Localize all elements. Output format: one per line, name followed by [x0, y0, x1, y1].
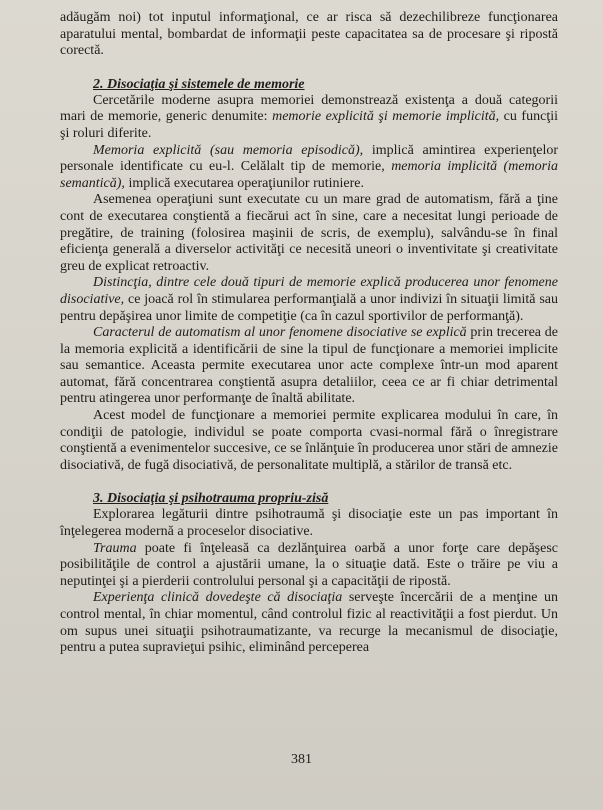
paragraph: Asemenea operaţiuni sunt executate cu un mare grad de automatism, fără a ţine cont de executarea conştientă a fiecărui act în sine, care a necesitat lungi perioade de pregătire, de training (folosirea maşinii de scris, de exemplu), salvându-se în final eficienţa generală a diverselor activităţi ce necesită uneori o inventivitate şi creativitate greu de explicat retroactiv.: [60, 192, 558, 274]
text-run: implică executarea operaţiunilor rutiniere.: [124, 175, 364, 191]
italic-run: Trauma: [93, 540, 137, 556]
page-number: 381: [291, 752, 312, 767]
italic-run: memorie explicită şi memorie implicită,: [272, 109, 500, 125]
text-run: cu funcţii şi roluri diferite.: [60, 109, 558, 141]
paragraph: adăugăm noi) tot inputul informaţional, ce ar risca să dezechilibreze funcţionarea aparatului mental, bombardat de informaţii peste capacitatea sa de procesare şi ripostă corectă.: [60, 10, 558, 59]
page-body: [60, 10, 558, 657]
italic-run: Distincţia, dintre cele două tipuri de memorie explică producerea unor fenomene disociative,: [60, 275, 558, 307]
paragraph: Explorarea legăturii dintre psihotraumă şi disociaţie este un pas important în înţelegerea modernă a proceselor disociative.: [60, 507, 558, 540]
text-run: ce joacă rol în stimularea performanţială a unor indivizi în situaţii limită sau pentru depăşirea unor limite de competiţie (ca în cazul sportivilor de performanţă).: [60, 291, 558, 324]
section-gap: [60, 60, 558, 76]
text-run: serveşte încercării de a menţine un control mental, în chiar momentul, când controlul fizic al reactivităţii a fost pierdut. Un om supus unei situaţii psihotraumatizante, va recurge la mecanismul de disociaţie, pentru a putea supravieţui psihic, eliminând perceperea: [60, 590, 558, 656]
text-run: Cercetările moderne asupra memoriei demonstrează existenţa a două categorii mari de memorie, generic denumite:: [60, 92, 558, 125]
section-heading-psychotrauma: 3. Disociaţia şi psihotrauma propriu-zisă: [93, 491, 329, 507]
italic-run: memoria implicită (memoria semantică),: [60, 159, 558, 191]
paragraph: [60, 541, 558, 591]
paragraph: [60, 275, 558, 325]
italic-run: Caracterul de automatism al unor fenomene disociative se explică: [93, 325, 467, 341]
text-run: prin trecerea de la memoria explicită a identificării de sine la tipul de funcţionare a memoriei implicite sau semantice. Aceasta permite executarea unor acte complexe într-un mod aparent automat, fără concentrarea conştientă asupra detaliilor, ceea ce ar fi chiar detrimental pentru atingerea unor performanţe de înaltă abilitate.: [60, 325, 558, 407]
paragraph: [60, 325, 558, 408]
paragraph: [60, 93, 558, 143]
paragraph: [60, 590, 558, 656]
text-run: poate fi înţeleasă ca dezlănţuirea oarbă a unor forţe care depăşesc posibilităţile de control a ajustării umane, la o situaţie dată. Este o trăire pe viu a neputinţei şi a pierderii controlului personal şi a capacităţii de ripostă.: [60, 540, 558, 589]
section-gap: [60, 474, 558, 490]
italic-run: Memoria explicită (sau memoria episodică),: [93, 142, 364, 158]
italic-run: Experienţa clinică dovedeşte că disociaţia: [93, 590, 343, 606]
paragraph: Acest model de funcţionare a memoriei permite explicarea modului în care, în condiţii de patologie, individul se poate comporta cvasi-normal fără o înregistrare conştientă a evenimentelor succesive, ce se înlănţuie în producerea unor stări de amnezie disociativă, de fugă disociativă, de personalitate multiplă, a stărilor de transă etc.: [60, 408, 558, 473]
paragraph: [60, 143, 558, 193]
text-run: implică amintirea experienţelor personale identificate cu eu-l. Celălalt tip de memorie,: [60, 142, 558, 175]
section-heading-memory: 2. Disociaţia şi sistemele de memorie: [93, 76, 305, 92]
